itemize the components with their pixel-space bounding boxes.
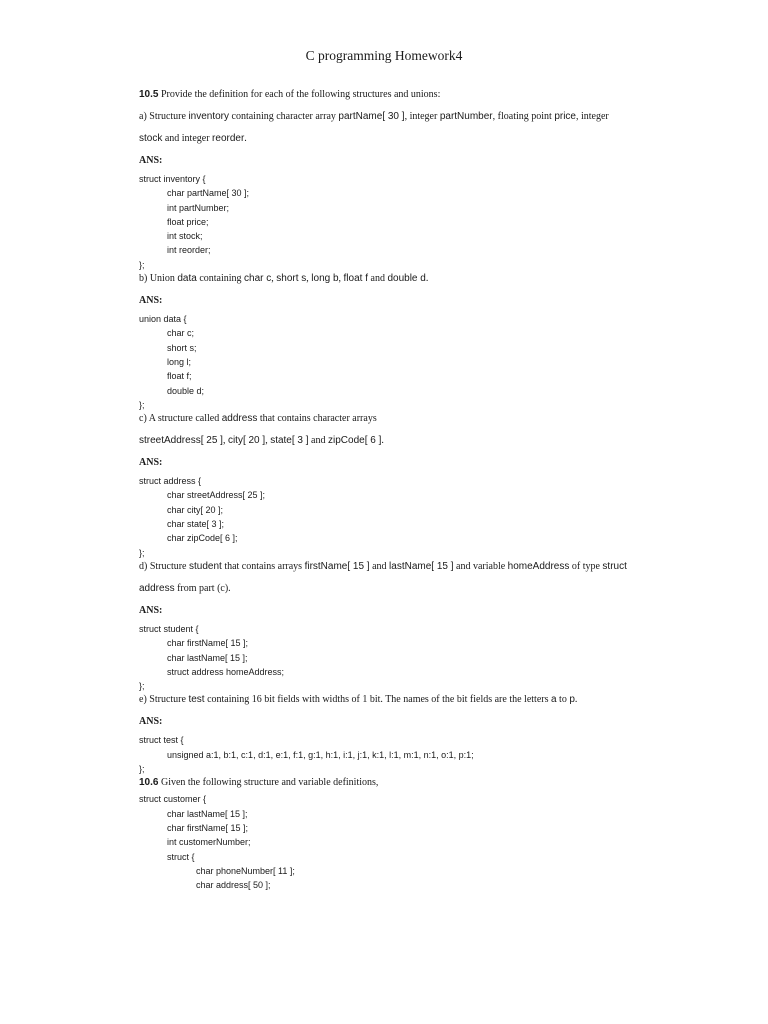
text-run: , floating point	[492, 111, 555, 122]
code-term: inventory	[188, 111, 230, 122]
part-e-prompt	[139, 693, 739, 707]
question-text: Given the following structure and variable definitions,	[158, 777, 379, 789]
code-term: city[ 20 ]	[227, 435, 266, 447]
code-line: float f;	[167, 371, 192, 382]
answer-label: ANS:	[139, 604, 163, 616]
question-text: Provide the definition for each of the following structures and unions:	[158, 89, 441, 100]
question-number: 10.5	[139, 89, 159, 100]
code-line: char address[ 50 ];	[196, 880, 271, 891]
text-run: and variable	[453, 560, 508, 572]
text-run: that contains character arrays	[257, 413, 377, 425]
code-term: char c	[244, 273, 272, 285]
text-run: e) Structure	[139, 694, 189, 706]
code-term: student	[189, 560, 222, 572]
text-run: d) Structure	[139, 560, 189, 572]
answer-label: ANS:	[139, 457, 163, 469]
answer-label: ANS:	[139, 716, 163, 728]
code-line: char state[ 3 ];	[167, 519, 225, 530]
text-run: c) A structure called	[139, 413, 222, 425]
text-run: and	[369, 560, 390, 572]
part-c-prompt-line2	[139, 434, 739, 448]
code-term: state[ 3 ]	[270, 435, 309, 447]
text-run: , integer	[576, 111, 609, 122]
code-line: };	[139, 547, 145, 558]
text-run: to	[556, 694, 570, 706]
question-10-6	[139, 776, 739, 790]
code-term: zipCode[ 6 ]	[328, 435, 382, 447]
question-number: 10.6	[139, 777, 159, 789]
code-term: price	[554, 111, 576, 122]
text-run: , integer	[404, 111, 440, 122]
code-line: };	[139, 764, 145, 775]
part-d-prompt-line1	[139, 560, 739, 574]
code-term: partNumber	[439, 111, 493, 122]
code-term: lastName[ 15 ]	[389, 560, 454, 572]
code-line: char phoneNumber[ 11 ];	[196, 865, 295, 876]
text-run: containing	[196, 273, 245, 285]
part-b-prompt	[139, 272, 739, 286]
code-line: };	[139, 681, 145, 692]
code-line: struct {	[167, 851, 195, 862]
code-term: streetAddress[ 25 ]	[139, 435, 223, 447]
text-run: ,	[271, 273, 277, 285]
code-term: reorder	[212, 133, 245, 144]
code-term: struct	[602, 560, 627, 572]
part-c-prompt-line1	[139, 412, 739, 426]
code-line: float price;	[167, 216, 209, 227]
text-run: ,	[306, 273, 312, 285]
code-block-student	[139, 622, 739, 693]
text-run: b) Union	[139, 273, 178, 285]
code-block-inventory	[139, 172, 739, 272]
text-run: containing character array	[229, 111, 339, 122]
part-d-prompt-line2	[139, 582, 739, 596]
answer-label: ANS:	[139, 155, 163, 166]
text-run: that contains arrays	[221, 560, 305, 572]
question-10-5	[139, 88, 739, 102]
code-line: char lastName[ 15 ];	[167, 808, 248, 819]
text-run: .	[381, 435, 384, 447]
code-line: struct address {	[139, 476, 202, 487]
code-line: int reorder;	[167, 245, 211, 256]
code-line: double d;	[167, 385, 205, 396]
text-run: from part (c).	[174, 582, 231, 594]
code-term: data	[177, 273, 197, 285]
code-term: firstName[ 15 ]	[304, 560, 370, 572]
text-run: containing 16 bit fields with widths of 1 bit. The names of the bit fields are the letters	[204, 694, 551, 706]
code-line: int stock;	[167, 231, 203, 242]
text-run: ,	[338, 273, 344, 285]
code-line: int customerNumber;	[167, 837, 251, 848]
code-line: char lastName[ 15 ];	[167, 652, 248, 663]
code-line: char partName[ 30 ];	[167, 188, 250, 199]
code-term: p	[569, 694, 575, 706]
code-line: unsigned a:1, b:1, c:1, d:1, e:1, f:1, g:1, h:1, i:1, j:1, k:1, l:1, m:1, n:1, o:1, p:1;	[167, 749, 474, 760]
part-a-prompt-line2	[139, 132, 739, 146]
text-run: and integer	[162, 133, 213, 144]
code-line: };	[139, 399, 145, 410]
part-a-prompt-line1	[139, 110, 739, 124]
code-line: struct test {	[139, 735, 184, 746]
code-line: long l;	[167, 356, 192, 367]
code-line: struct address homeAddress;	[167, 666, 285, 677]
code-block-customer	[139, 792, 739, 892]
code-line: char city[ 20 ];	[167, 504, 224, 515]
text-run: and	[308, 435, 328, 447]
code-line: struct inventory {	[139, 174, 206, 184]
code-line: };	[139, 259, 145, 270]
code-line: char streetAddress[ 25 ];	[167, 490, 266, 501]
code-term: homeAddress	[507, 560, 570, 572]
code-term: address	[139, 582, 175, 594]
code-term: test	[188, 694, 205, 706]
code-block-data	[139, 312, 739, 412]
code-term: float f	[343, 273, 368, 285]
text-run: a) Structure	[139, 111, 189, 122]
code-term: address	[221, 413, 258, 425]
code-block-address	[139, 474, 739, 560]
answer-label: ANS:	[139, 295, 163, 307]
code-line: struct student {	[139, 623, 199, 634]
code-line: char c;	[167, 328, 195, 339]
code-term: long b	[311, 273, 339, 285]
code-line: char firstName[ 15 ];	[167, 822, 249, 833]
code-term: short s	[276, 273, 307, 285]
code-line: int partNumber;	[167, 202, 230, 213]
code-term: partName[ 30 ]	[338, 111, 405, 122]
text-run: and	[368, 273, 388, 285]
code-term: a	[550, 694, 557, 706]
text-run: ,	[222, 435, 228, 447]
page-title: C programming Homework4	[305, 48, 463, 63]
text-run: of type	[569, 560, 603, 572]
text-run: .	[425, 273, 429, 285]
code-term: double d	[387, 273, 426, 285]
code-term: stock	[139, 133, 163, 144]
code-line: struct customer {	[139, 794, 207, 805]
text-run: .	[244, 133, 247, 144]
code-block-test	[139, 733, 739, 776]
code-line: char firstName[ 15 ];	[167, 638, 249, 649]
text-run: .	[574, 694, 578, 706]
code-line: char zipCode[ 6 ];	[167, 533, 238, 544]
document-body	[139, 88, 739, 892]
text-run: ,	[265, 435, 271, 447]
code-line: short s;	[167, 342, 197, 353]
code-line: union data {	[139, 314, 187, 325]
